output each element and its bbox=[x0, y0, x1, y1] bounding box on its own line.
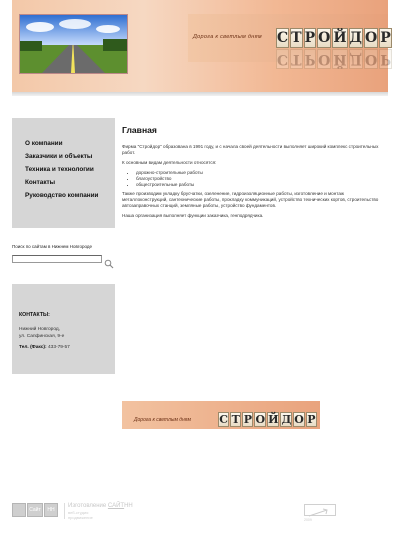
road-photo bbox=[19, 14, 128, 74]
bottom-slogan: Дорога к светлым дням bbox=[134, 417, 191, 423]
site-footer bbox=[12, 503, 388, 523]
contacts-heading: КОНТАКТЫ: bbox=[19, 312, 50, 318]
role-paragraph: Наша организация выполняет функции заказчика, генподрядчика. bbox=[122, 213, 264, 219]
list-item: • благоустройство bbox=[136, 176, 384, 182]
footer-credit-prefix: Изготовление bbox=[68, 503, 108, 509]
services-paragraph: Также производим укладку брусчатки, озеленение, гидроизоляционные работы, изготовление и монтаж металлоконструкций, сантехнические работы, прокладку коммуникаций, устройство технических кортов, строительство автозаправочных станций, земляные работы, устройство фундаментов. bbox=[122, 191, 379, 209]
brand-letter: Т bbox=[291, 30, 302, 46]
brand-letter: Р bbox=[380, 51, 391, 67]
sidebar-item-equipment[interactable]: Техника и технологии bbox=[25, 166, 94, 173]
sidebar-item-clients[interactable]: Заказчики и объекты bbox=[25, 153, 93, 160]
list-item: • общестроительные работы bbox=[136, 182, 384, 188]
footer-credit bbox=[68, 503, 133, 509]
brand-logo[interactable] bbox=[276, 28, 391, 48]
sidebar-item-contacts[interactable]: Контакты bbox=[25, 179, 56, 186]
brand-letter: О bbox=[318, 30, 331, 46]
phone-value: 433-79-57 bbox=[47, 345, 70, 350]
contacts-panel bbox=[12, 284, 115, 374]
brand-letter: Д bbox=[349, 30, 362, 46]
brand-letter: О bbox=[365, 51, 378, 67]
brand-letter: Й bbox=[268, 413, 279, 426]
brand-letter: С bbox=[277, 51, 289, 67]
footer-credit-suffix: НН bbox=[124, 503, 133, 509]
footer-credit-link[interactable]: САЙТ bbox=[107, 503, 125, 509]
brand-letter: Р bbox=[307, 413, 316, 426]
header-slogan: Дорога к светлым дням bbox=[193, 34, 262, 40]
search-input[interactable] bbox=[12, 255, 102, 263]
sidebar-item-about[interactable]: О компании bbox=[25, 140, 63, 147]
search-icon[interactable] bbox=[104, 256, 114, 266]
brand-letter: Й bbox=[333, 30, 347, 46]
brand-letter: О bbox=[365, 30, 378, 46]
brand-letter: О bbox=[318, 51, 331, 67]
phone-label: Тел. (Факс): bbox=[19, 345, 47, 350]
brand-letter: Р bbox=[304, 51, 316, 67]
brand-letter: Т bbox=[291, 51, 302, 67]
brand-letter: О bbox=[294, 413, 304, 426]
sidebar-item-management[interactable]: Руководство компании bbox=[25, 192, 99, 199]
brand-reflection bbox=[276, 49, 391, 67]
brand-letter: Й bbox=[333, 51, 347, 67]
contacts-street: ул. Сапфинская, 9-е bbox=[19, 333, 65, 339]
brand-letter: О bbox=[255, 413, 266, 426]
brand-letter: С bbox=[219, 413, 228, 426]
contacts-city: Нижний Новгород, bbox=[19, 327, 61, 332]
activities-list bbox=[122, 170, 384, 187]
footer-studio-link[interactable]: веб-студия bbox=[68, 510, 89, 515]
footer-promo-text: продвижение bbox=[68, 514, 93, 520]
contacts-phone bbox=[19, 345, 115, 350]
page-title: Главная bbox=[122, 125, 157, 135]
list-item: • дорожно-строительные работы bbox=[136, 170, 384, 176]
footer-nn-button[interactable]: НН bbox=[44, 503, 58, 517]
footer-year: 2009 bbox=[304, 518, 312, 522]
sidebar-menu bbox=[12, 118, 115, 228]
brand-letter: Р bbox=[243, 413, 253, 426]
footer-site-button[interactable]: Сайт bbox=[27, 503, 43, 517]
footer-divider bbox=[64, 503, 65, 519]
footer-credit-sub bbox=[68, 511, 93, 520]
search-label: Поиск по сайтам в Нижнем Новгороде bbox=[12, 244, 93, 249]
footer-badge[interactable] bbox=[304, 504, 336, 516]
brand-letter: Д bbox=[281, 413, 292, 426]
bottom-banner[interactable] bbox=[122, 401, 320, 429]
brand-letter: Р bbox=[304, 30, 316, 46]
activities-intro: К основным видам деятельности относятся: bbox=[122, 160, 217, 165]
footer-counter-button[interactable] bbox=[12, 503, 26, 517]
brand-letter: Р bbox=[380, 30, 391, 46]
intro-paragraph: Фирма "Стройдор" образована в 1991 году, и с начала своей деятельности выполняет широкий комплекс строительных работ. bbox=[122, 144, 379, 155]
bottom-brand-logo bbox=[218, 412, 317, 427]
brand-letter: С bbox=[277, 30, 289, 46]
main-content bbox=[122, 125, 384, 223]
brand-letter: Т bbox=[231, 413, 240, 426]
brand-letter: Д bbox=[349, 51, 362, 67]
